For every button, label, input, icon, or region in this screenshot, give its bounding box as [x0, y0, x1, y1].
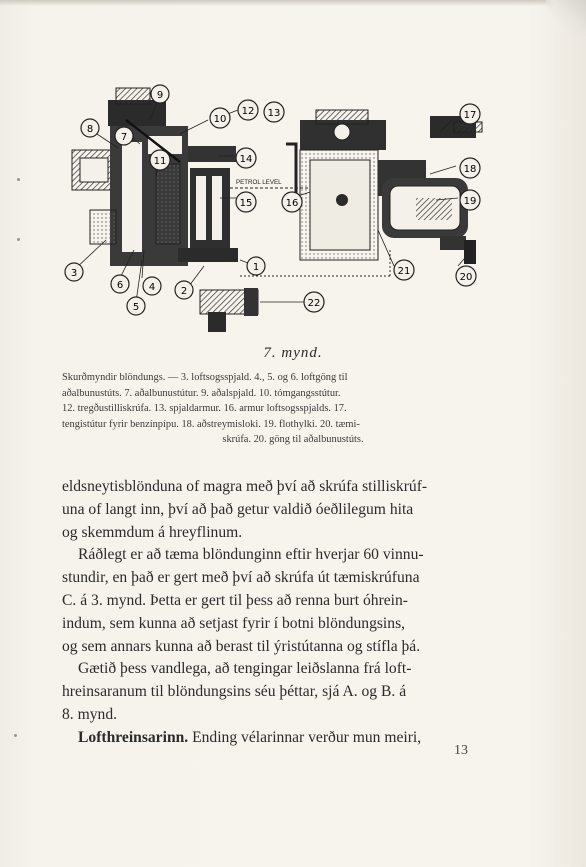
callout-12	[238, 100, 258, 120]
paper-speck	[17, 178, 20, 181]
svg-text:5: 5	[132, 302, 140, 313]
page-top-edge	[0, 0, 586, 6]
body-line: indum, sem kunna að setjast fyrir í botni blöndungsins,	[62, 614, 406, 632]
svg-text:15: 15	[239, 198, 253, 209]
body-text	[62, 476, 524, 750]
callout-2	[175, 281, 193, 299]
figure-caption	[62, 370, 524, 448]
callout-15	[236, 192, 256, 212]
callout-16	[282, 192, 302, 212]
svg-text:7: 7	[120, 132, 128, 143]
svg-text:22: 22	[307, 298, 321, 309]
callout-4	[143, 277, 161, 295]
callout-5	[127, 297, 145, 315]
body-line: stundir, en það er gert með því að skrúfa út tæmiskrúfuna	[62, 569, 420, 587]
body-line: eldsneytisblönduna of magra með því að skrúfa stilliskrúf-	[62, 478, 428, 495]
carburettor-right-section	[240, 110, 482, 276]
svg-text:10: 10	[213, 114, 227, 125]
body-line: og sem annars kunna að berast til ýristútanna og stífla þá.	[62, 637, 421, 655]
caption-line: skrúfa. 20. göng til aðalbunustúts.	[222, 434, 364, 446]
body-line: og skemmdum á hreyflinum.	[62, 523, 243, 541]
carburettor-left-section	[72, 88, 258, 332]
section-heading: Lofthreinsarinn.	[78, 728, 189, 746]
callout-22	[304, 292, 324, 312]
callout-7	[115, 127, 133, 145]
paper-speck	[14, 734, 17, 737]
callout-8	[81, 119, 99, 137]
petrol-level-label: PETROL LEVEL	[236, 179, 282, 186]
svg-text:4: 4	[148, 282, 156, 293]
svg-text:19: 19	[463, 196, 477, 207]
svg-text:11: 11	[153, 156, 167, 167]
body-line: C. á 3. mynd. Þetta er gert til þess að renna burt óhrein-	[62, 591, 409, 609]
caption-line: Skurðmyndir blöndungs. — 3. loftsogsspjald. 4., 5. og 6. loftgöng til	[62, 372, 348, 383]
callout-20	[456, 266, 476, 286]
svg-text:2: 2	[180, 286, 188, 297]
svg-text:9: 9	[156, 90, 164, 101]
callout-11	[150, 150, 170, 170]
svg-text:13: 13	[267, 108, 281, 119]
svg-text:20: 20	[459, 272, 473, 283]
paper-speck	[17, 238, 20, 241]
svg-text:17: 17	[463, 110, 477, 121]
body-line: Ráðlegt er að tæma blöndunginn eftir hverjar 60 vinnu-	[78, 546, 424, 564]
svg-text:16: 16	[285, 198, 299, 209]
svg-text:21: 21	[397, 266, 411, 277]
body-line-rest: Ending vélarinnar verður mun meiri,	[188, 728, 422, 746]
callout-17	[460, 104, 480, 124]
callout-18	[460, 158, 480, 178]
svg-text:6: 6	[116, 280, 124, 291]
caption-line: tengistútur fyrir benzínpípu. 18. aðstreymisloki. 19. flothylki. 20. tæmi-	[62, 418, 360, 430]
caption-line: aðalbunustúts. 7. aðalbunustútur. 9. aðalspjald. 10. tómgangsstútur.	[62, 387, 341, 399]
svg-text:18: 18	[463, 164, 477, 175]
callout-14	[236, 148, 256, 168]
callout-9	[151, 85, 169, 103]
carburettor-diagram	[60, 80, 500, 342]
figure-title: 7. mynd.	[263, 345, 323, 361]
body-line: Gætið þess vandlega, að tengingar leiðslanna frá loft-	[78, 660, 412, 678]
callout-13	[264, 102, 284, 122]
callout-21	[394, 260, 414, 280]
callout-10	[210, 108, 230, 128]
callout-19	[460, 190, 480, 210]
svg-text:1: 1	[252, 262, 260, 273]
callout-1	[247, 257, 265, 275]
callout-6	[111, 275, 129, 293]
body-line: hreinsaranum til blöndungsins séu þéttar, sjá A. og B. á	[62, 683, 407, 701]
caption-line: 12. tregðustilliskrúfa. 13. spjaldarmur. 16. armur loftsogsspjalds. 17.	[62, 403, 347, 415]
callout-3	[65, 263, 83, 281]
page-corner-curl	[546, 0, 586, 36]
svg-text:8: 8	[86, 124, 94, 135]
page-number: 13	[454, 743, 468, 758]
body-line: una of langt inn, því að það getur valdið óeðlilegum hita	[62, 500, 414, 518]
svg-text:3: 3	[70, 268, 78, 279]
body-line: 8. mynd.	[62, 705, 118, 723]
svg-text:14: 14	[239, 154, 253, 165]
svg-text:12: 12	[241, 106, 255, 117]
